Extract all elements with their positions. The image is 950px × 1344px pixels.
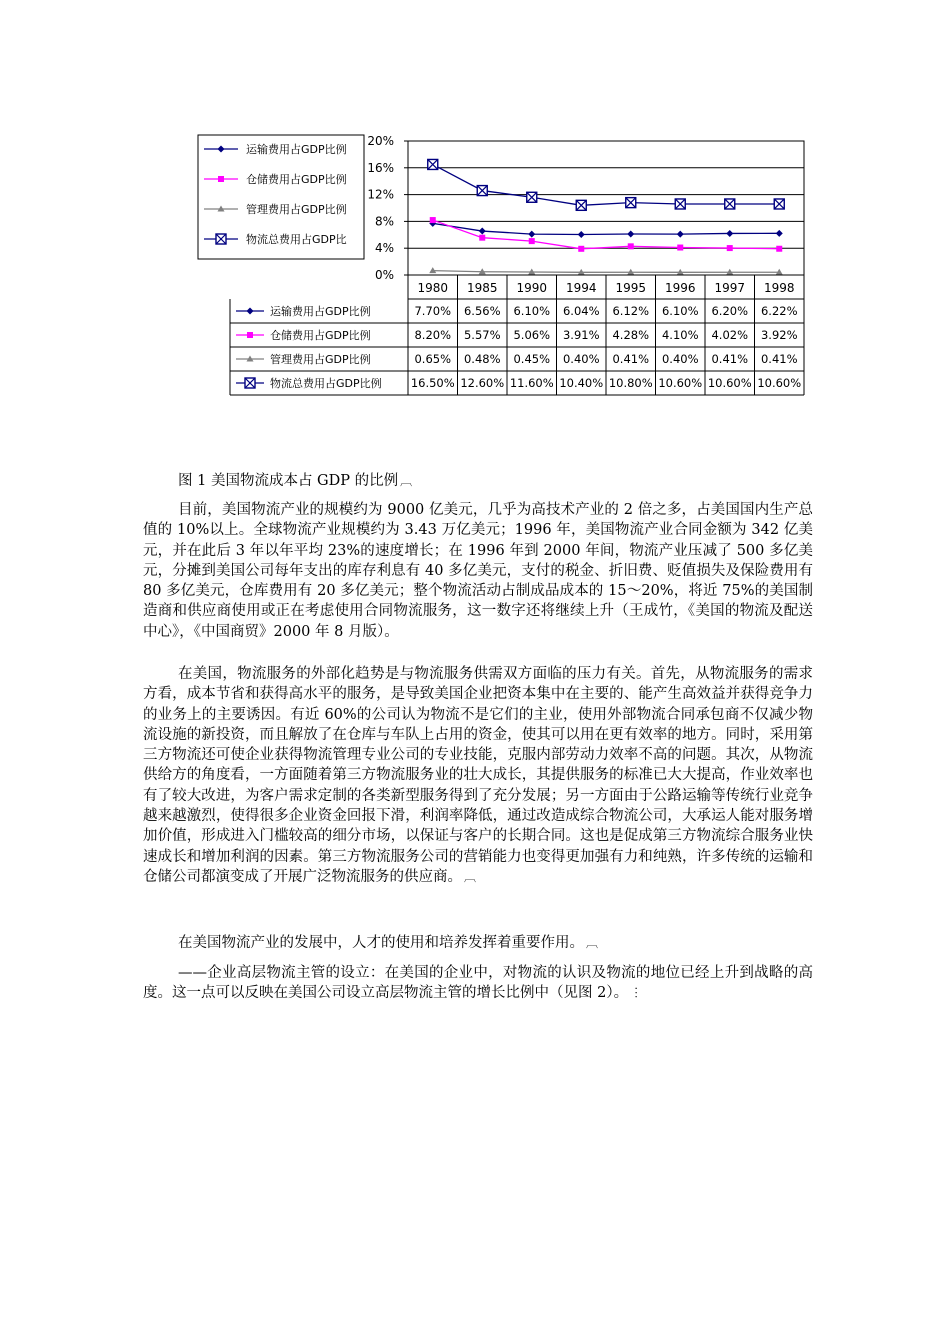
paragraph-3 <box>143 933 813 953</box>
paragraph-mark-icon: ︹ <box>400 474 413 488</box>
data-cell: 6.10% <box>513 304 551 318</box>
square-marker <box>430 217 436 223</box>
paragraph-2 <box>143 664 813 887</box>
x-tick-label: 1995 <box>615 281 647 295</box>
paragraph-1-text: 目前，美国物流产业的规模约为 9000 亿美元，几乎为高技术产业的 2 倍之多，占美国国内生产总值的 10%以上。全球物流产业规模约为 3.43 万亿美元；1996 年，美国物流产业合同金额为 342 亿美元，并在此后 3 年以年平均 23%的速度增长；在 1996 年到 2000 年间，物流产业压减了 500 多亿美元，分摊到美国公司每年支出的库存利息有 40 多亿美元，支付的税金、折旧费、贬值损失及保险费用有 80 多亿美元，仓库费用有 20 多亿美元；整个物流活动占制成品成本的 15～20%，将近 75%的美国制造商和供应商使用或正在考虑使用合同物流服务，这一数字还将继续上升（王成竹，《美国的物流及配送中心》，《中国商贸》2000 年 8 月版）。 <box>143 502 813 640</box>
data-cell: 3.92% <box>760 328 798 342</box>
data-cell: 10.80% <box>608 376 653 390</box>
data-cell: 16.50% <box>410 376 455 390</box>
caption-text: 图 1 美国物流成本占 GDP 的比例 <box>178 473 399 489</box>
data-cell: 5.06% <box>513 328 551 342</box>
data-cell: 6.12% <box>612 304 650 318</box>
table-series-label: 运输费用占GDP比例 <box>270 305 371 318</box>
data-cell: 6.10% <box>661 304 699 318</box>
continuation-mark-icon: ︙ <box>630 986 643 1001</box>
legend-label: 运输费用占GDP比例 <box>246 143 347 156</box>
data-cell: 6.56% <box>463 304 501 318</box>
data-cell: 10.60% <box>707 376 752 390</box>
square-marker <box>529 238 535 244</box>
square-marker <box>628 243 634 249</box>
paragraph-mark-icon: ︹ <box>586 936 599 950</box>
y-tick-label: 4% <box>374 241 394 256</box>
square-marker <box>677 245 683 251</box>
data-cell: 6.20% <box>711 304 749 318</box>
data-cell: 0.40% <box>562 352 600 366</box>
data-cell: 10.40% <box>559 376 604 390</box>
diamond-marker <box>247 308 254 315</box>
y-tick-label: 20% <box>367 134 394 148</box>
legend-label: 仓储费用占GDP比例 <box>246 173 347 186</box>
square-marker <box>776 246 782 252</box>
square-marker <box>479 235 485 241</box>
logistics-cost-chart <box>196 133 808 403</box>
square-marker <box>247 332 253 338</box>
paragraph-1 <box>143 500 813 642</box>
paragraph-4 <box>143 963 813 1004</box>
square-marker <box>578 246 584 252</box>
data-cell: 0.45% <box>513 352 551 366</box>
x-tick-label: 1996 <box>664 281 696 295</box>
plot-area <box>408 141 804 275</box>
y-tick-label: 12% <box>367 187 394 202</box>
figure-caption <box>178 471 412 491</box>
data-cell: 0.40% <box>661 352 699 366</box>
y-tick-label: 8% <box>374 214 394 229</box>
data-cell: 0.41% <box>711 352 749 366</box>
data-cell: 3.91% <box>562 328 600 342</box>
square-marker <box>727 245 733 251</box>
data-cell: 6.04% <box>562 304 600 318</box>
paragraph-mark-icon: ︹ <box>464 869 477 884</box>
data-cell: 8.20% <box>414 328 452 342</box>
x-tick-label: 1997 <box>714 281 746 295</box>
square-marker <box>218 176 224 182</box>
x-tick-label: 1990 <box>516 281 548 295</box>
data-cell: 7.70% <box>414 304 452 318</box>
chart-svg <box>196 133 808 403</box>
data-cell: 6.22% <box>760 304 798 318</box>
paragraph-3-text: 在美国物流产业的发展中，人才的使用和培养发挥着重要作用。 <box>178 935 584 951</box>
x-tick-label: 1994 <box>565 281 597 295</box>
data-cell: 0.65% <box>414 352 452 366</box>
paragraph-4-text: ——企业高层物流主管的设立：在美国的企业中，对物流的认识及物流的地位已经上升到战略的高度。这一点可以反映在美国公司设立高层物流主管的增长比例中（见图 2）。 <box>143 965 813 1002</box>
y-tick-label: 0% <box>374 268 394 282</box>
data-cell: 5.57% <box>463 328 501 342</box>
x-tick-label: 1980 <box>417 281 449 295</box>
table-series-label: 仓储费用占GDP比例 <box>270 329 371 342</box>
table-series-label: 管理费用占GDP比例 <box>270 353 371 366</box>
legend-label: 管理费用占GDP比例 <box>246 203 347 216</box>
data-cell: 0.41% <box>760 352 798 366</box>
data-cell: 4.28% <box>612 328 650 342</box>
data-cell: 10.60% <box>757 376 802 390</box>
data-cell: 12.60% <box>460 376 505 390</box>
data-cell: 11.60% <box>509 376 554 390</box>
data-cell: 4.02% <box>711 328 749 342</box>
x-tick-label: 1998 <box>763 281 795 295</box>
x-tick-label: 1985 <box>466 281 498 295</box>
paragraph-2-text: 在美国，物流服务的外部化趋势是与物流服务供需双方面临的压力有关。首先，从物流服务的需求方看，成本节省和获得高水平的服务，是导致美国企业把资本集中在主要的、能产生高效益并获得竞争力的业务上的主要诱因。有近 60%的公司认为物流不是它们的主业，使用外部物流合同承包商不仅减少物流设施的新投资，而且解放了在仓库与车队上占用的资金，使其可以用在更有效率的地方。同时，采用第三方物流还可使企业获得物流管理专业公司的专业技能，克服内部劳动力效率不高的问题。其次，从物流供给方的角度看，一方面随着第三方物流服务业的壮大成长，其提供服务的标准已大大提高，作业效率也有了较大改进，为客户需求定制的各类新型服务得到了充分发展；另一方面由于公路运输等传统行业竞争越来越激烈，使得很多企业资金回报下滑，利润率降低，通过改造成综合物流公司，大承运人能对服务增加价值，形成进入门槛较高的细分市场，以保证与客户的长期合同。这也是促成第三方物流综合服务业快速成长和增加利润的因素。第三方物流服务公司的营销能力也变得更加强有力和纯熟，许多传统的运输和仓储公司都演变成了开展广泛物流服务的供应商。 <box>143 666 813 885</box>
data-cell: 0.41% <box>612 352 650 366</box>
data-cell: 0.48% <box>463 352 501 366</box>
table-series-label: 物流总费用占GDP比例 <box>270 377 382 390</box>
legend-label: 物流总费用占GDP比 <box>246 233 347 246</box>
data-cell: 4.10% <box>661 328 699 342</box>
y-tick-label: 16% <box>367 160 394 175</box>
data-cell: 10.60% <box>658 376 703 390</box>
